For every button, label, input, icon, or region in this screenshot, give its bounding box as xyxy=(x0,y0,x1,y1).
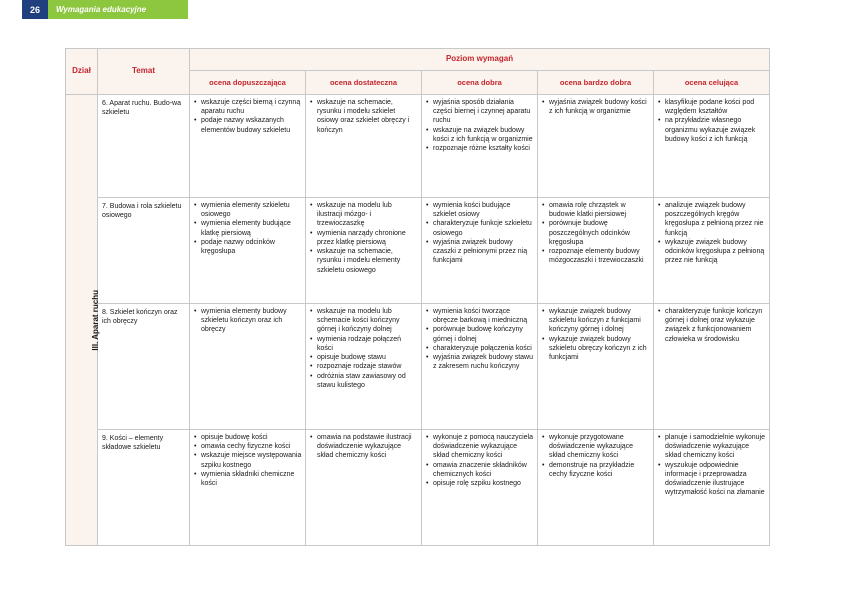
table-row xyxy=(66,198,770,304)
requirement-item: • wyjaśnia związek budowy stawu z zakresem ruchu kończyny xyxy=(425,353,534,371)
requirement-item: • wyjaśnia związek budowy kości z ich funkcją w organizmie xyxy=(541,98,650,116)
requirement-item: • wskazuje na schemacie, rysunku i modelu szkielet osiowy oraz szkielet obręczy i kończyn xyxy=(309,98,418,135)
requirement-list xyxy=(309,98,418,135)
requirement-item: • charakteryzuje funkcje kończyn górnej i dolnej oraz wykazuje związek z funkcjonowaniem człowieka w środowisku xyxy=(657,307,766,344)
requirement-cell xyxy=(422,304,538,430)
header-level-1: ocena dostateczna xyxy=(306,71,422,95)
requirement-item: • wymienia elementy szkieletu osiowego xyxy=(193,201,302,219)
requirement-item: • wyszukuje odpowiednie informacje i przeprowadza doświadczenie ilustrujące wytrzymałość kości na złamanie xyxy=(657,461,766,498)
requirements-table xyxy=(65,48,770,546)
requirement-item: • porównuje budowę poszczególnych odcinków kręgosłupa xyxy=(541,219,650,247)
requirement-item: • wymienia narządy chronione przez klatkę piersiową xyxy=(309,229,418,247)
table-row xyxy=(66,95,770,198)
requirement-list xyxy=(193,307,302,335)
requirement-item: • opisuje rolę szpiku kostnego xyxy=(425,479,534,488)
requirement-list xyxy=(425,201,534,266)
table-row xyxy=(66,430,770,546)
requirement-cell xyxy=(538,304,654,430)
requirement-list xyxy=(309,307,418,390)
requirement-item: • omawia rolę chrząstek w budowie klatki piersiowej xyxy=(541,201,650,219)
requirement-list xyxy=(309,201,418,275)
requirement-cell xyxy=(306,304,422,430)
requirement-item: • analizuje związek budowy poszczególnych kręgów kręgosłupa z pełnioną przez nie funkcją xyxy=(657,201,766,238)
requirement-cell xyxy=(654,430,770,546)
requirement-list xyxy=(193,433,302,488)
requirement-item: • wykazuje związek budowy odcinków kręgosłupa z pełnioną przez nie funkcją xyxy=(657,238,766,266)
requirement-item: • wyjaśnia związek budowy czaszki z pełnionymi przez nią funkcjami xyxy=(425,238,534,266)
requirement-item: • wymienia rodzaje połączeń kości xyxy=(309,335,418,353)
topic-cell: 9. Kości – elementy składowe szkieletu xyxy=(98,430,190,546)
topic-cell: 6. Aparat ruchu. Budo-wa szkieletu xyxy=(98,95,190,198)
requirement-item: • rozpoznaje różne kształty kości xyxy=(425,144,534,153)
header-level-3: ocena bardzo dobra xyxy=(538,71,654,95)
requirement-cell xyxy=(190,430,306,546)
section-name: III. Aparat ruchu xyxy=(91,289,101,351)
requirement-cell xyxy=(654,198,770,304)
requirement-list xyxy=(657,201,766,266)
requirement-item: • omawia na podstawie ilustracji doświadczenie wykazujące skład chemiczny kości xyxy=(309,433,418,461)
requirement-item: • wykonuje z pomocą nauczyciela doświadczenie wykazujące skład chemiczny kości xyxy=(425,433,534,461)
header-temat: Temat xyxy=(98,49,190,95)
requirement-item: • wskazuje miejsce występowania szpiku kostnego xyxy=(193,451,302,469)
requirement-item: • omawia znaczenie składników chemicznych kości xyxy=(425,461,534,479)
requirement-item: • klasyfikuje podane kości pod względem kształtów xyxy=(657,98,766,116)
requirement-list xyxy=(309,433,418,461)
requirement-item: • na przykładzie własnego organizmu wykazuje związek budowy kości z ich funkcją xyxy=(657,116,766,144)
header-poziom-wymagan: Poziom wymagań xyxy=(190,49,770,71)
requirement-list xyxy=(657,307,766,344)
requirement-cell xyxy=(306,430,422,546)
topic-cell: 7. Budowa i rola szkieletu osiowego xyxy=(98,198,190,304)
requirement-cell xyxy=(306,95,422,198)
requirement-item: • wymienia składniki chemiczne kości xyxy=(193,470,302,488)
requirement-item: • odróżnia staw zawiasowy od stawu kulistego xyxy=(309,372,418,390)
header-level-4: ocena celująca xyxy=(654,71,770,95)
header-level-2: ocena dobra xyxy=(422,71,538,95)
requirement-list xyxy=(425,98,534,153)
requirement-item: • podaje nazwy wskazanych elementów budowy szkieletu xyxy=(193,116,302,134)
requirement-item: • charakteryzuje połączenia kości xyxy=(425,344,534,353)
requirement-cell xyxy=(538,95,654,198)
requirement-item: • wskazuje części bierną i czynną aparatu ruchu xyxy=(193,98,302,116)
requirement-item: • wykazuje związek budowy szkieletu obręczy kończyn z ich funkcjami xyxy=(541,335,650,363)
requirement-cell xyxy=(190,198,306,304)
requirement-cell xyxy=(422,95,538,198)
requirement-cell xyxy=(422,430,538,546)
requirement-cell xyxy=(306,198,422,304)
requirement-item: • wyjaśnia sposób działania części biernej i czynnej aparatu ruchu xyxy=(425,98,534,126)
table-row xyxy=(66,304,770,430)
requirement-list xyxy=(657,98,766,144)
requirement-cell xyxy=(422,198,538,304)
requirement-list xyxy=(541,307,650,362)
requirement-item: • planuje i samodzielnie wykonuje doświadczenie wykazujące skład chemiczny kości xyxy=(657,433,766,461)
requirement-item: • opisuje budowę kości xyxy=(193,433,302,442)
requirement-item: • omawia cechy fizyczne kości xyxy=(193,442,302,451)
requirement-list xyxy=(425,433,534,488)
header-dzial: Dział xyxy=(66,49,98,95)
requirement-cell xyxy=(190,304,306,430)
page-section-title: Wymagania edukacyjne xyxy=(48,0,188,19)
requirement-item: • wymienia kości tworzące obręcze barkową i miedniczną xyxy=(425,307,534,325)
requirement-list xyxy=(541,98,650,116)
requirement-list xyxy=(193,201,302,256)
requirement-item: • wykazuje związek budowy szkieletu kończyn z funkcjami kończyny górnej i dolnej xyxy=(541,307,650,335)
requirement-list xyxy=(657,433,766,498)
requirement-item: • wskazuje na modelu lub schemacie kości kończyny górnej i kończyny dolnej xyxy=(309,307,418,335)
requirement-item: • wymienia elementy budowy szkieletu kończyn oraz ich obręczy xyxy=(193,307,302,335)
requirement-item: • demonstruje na przykładzie cechy fizyczne kości xyxy=(541,461,650,479)
requirement-list xyxy=(425,307,534,372)
requirement-item: • wykonuje przygotowane doświadczenie wykazujące skład chemiczny kości xyxy=(541,433,650,461)
requirement-item: • rozpoznaje elementy budowy mózgoczaszki i trzewioczaszki xyxy=(541,247,650,265)
section-cell xyxy=(66,95,101,546)
requirement-cell xyxy=(654,304,770,430)
requirement-item: • podaje nazwy odcinków kręgosłupa xyxy=(193,238,302,256)
requirement-item: • wymienia kości budujące szkielet osiowy xyxy=(425,201,534,219)
requirement-item: • porównuje budowę kończyny górnej i dolnej xyxy=(425,325,534,343)
header-level-0: ocena dopuszczająca xyxy=(190,71,306,95)
topic-cell: 8. Szkielet kończyn oraz ich obręczy xyxy=(98,304,190,430)
requirement-item: • wskazuje na związek budowy kości z ich funkcją w organizmie xyxy=(425,126,534,144)
page-number: 26 xyxy=(22,0,48,19)
page-header xyxy=(22,0,188,19)
requirement-list xyxy=(541,433,650,479)
requirement-list xyxy=(193,98,302,135)
requirement-item: • wskazuje na modelu lub ilustracji mózgo- i trzewioczaszkę xyxy=(309,201,418,229)
requirement-list xyxy=(541,201,650,266)
requirement-cell xyxy=(654,95,770,198)
requirement-item: • opisuje budowę stawu xyxy=(309,353,418,362)
requirement-item: • charakteryzuje funkcje szkieletu osiowego xyxy=(425,219,534,237)
requirement-cell xyxy=(538,198,654,304)
requirement-item: • rozpoznaje rodzaje stawów xyxy=(309,362,418,371)
requirement-cell xyxy=(538,430,654,546)
requirement-item: • wymienia elementy budujące klatkę piersiową xyxy=(193,219,302,237)
requirement-item: • wskazuje na schemacie, rysunku i modelu elementy szkieletu osiowego xyxy=(309,247,418,275)
requirement-cell xyxy=(190,95,306,198)
